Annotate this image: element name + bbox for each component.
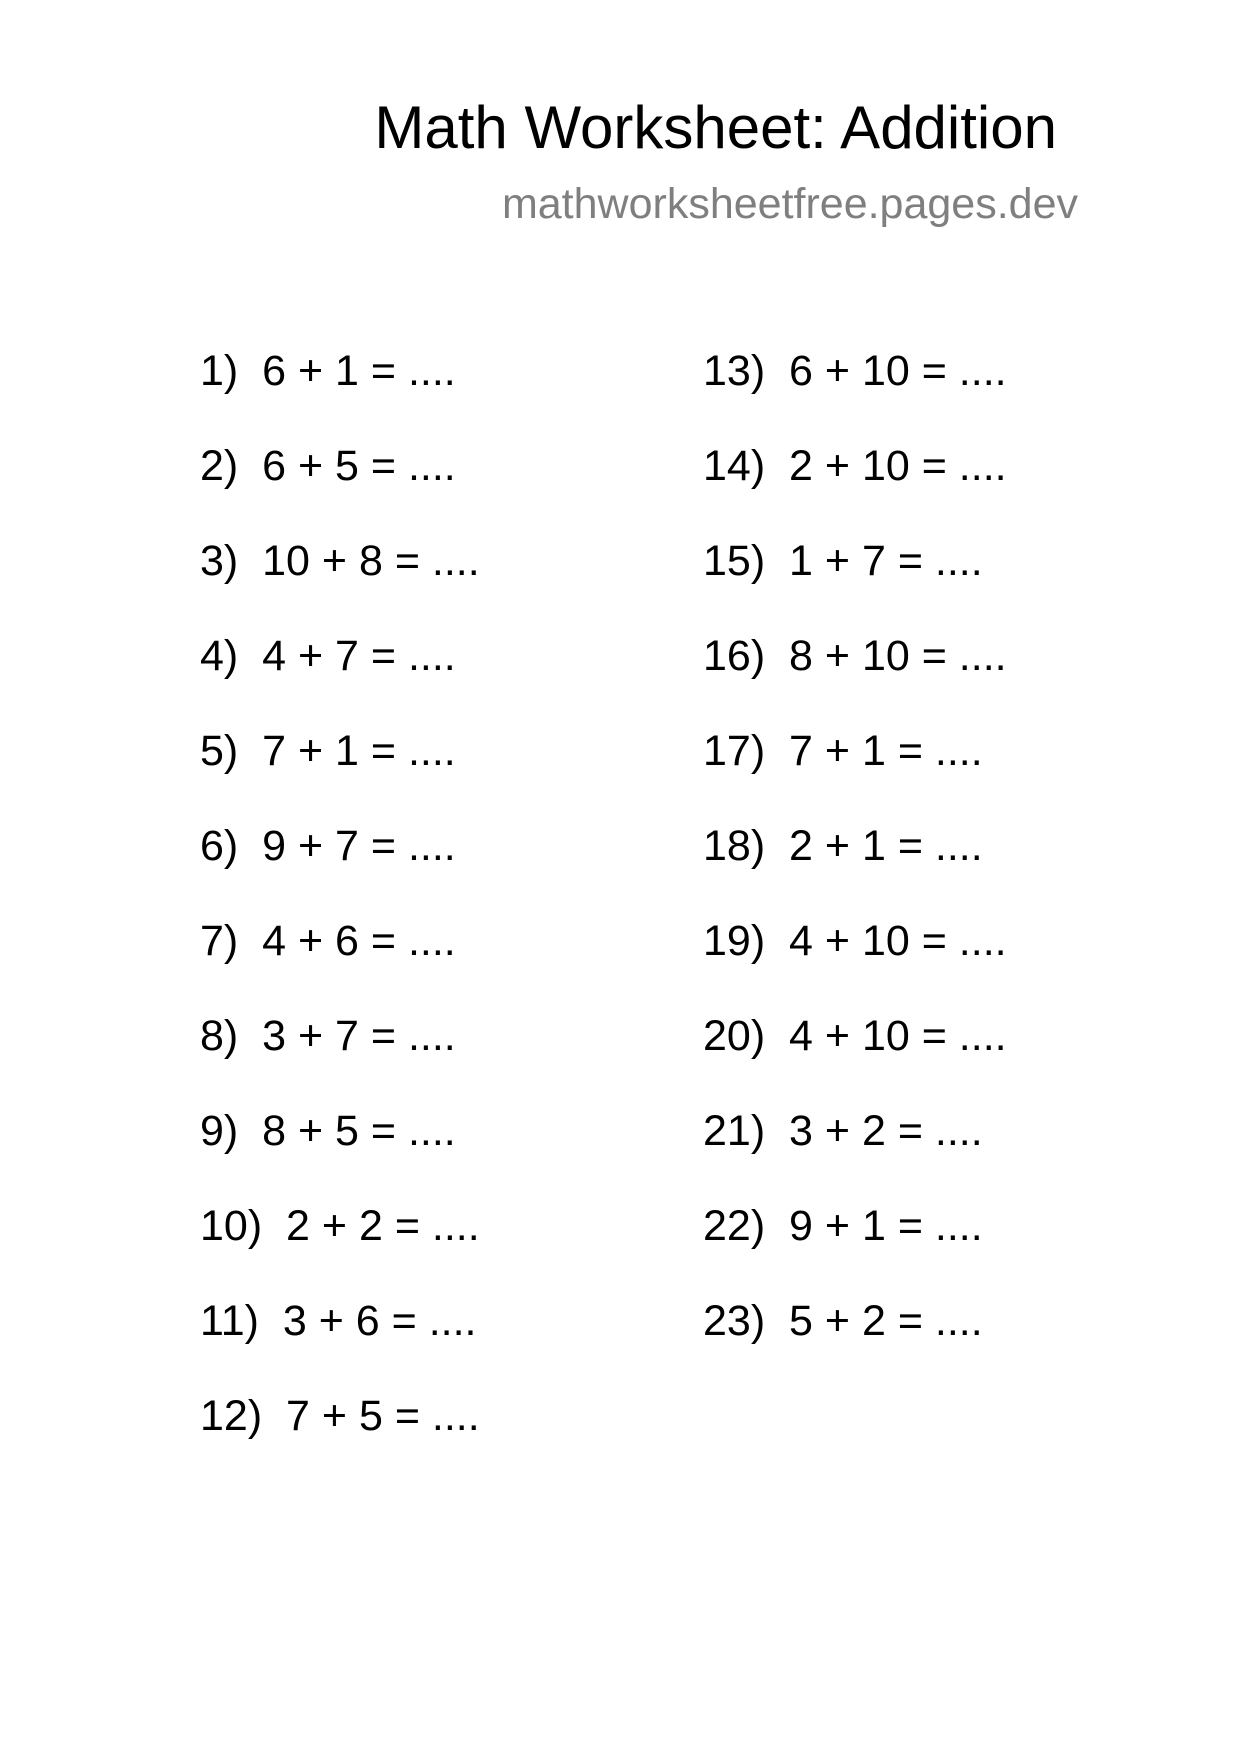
problem-11: 11) 3 + 6 = .... <box>200 1297 477 1345</box>
page-title: Math Worksheet: Addition <box>374 94 1057 161</box>
site-url: mathworksheetfree.pages.dev <box>501 180 1078 228</box>
problem-8: 8) 3 + 7 = .... <box>200 1012 456 1060</box>
problem-23: 23) 5 + 2 = .... <box>703 1297 983 1345</box>
problem-13: 13) 6 + 10 = .... <box>703 347 1007 395</box>
problems-column-left <box>200 347 620 1490</box>
problems-column-right <box>703 347 1123 1395</box>
problem-14: 14) 2 + 10 = .... <box>703 442 1007 490</box>
problem-15: 15) 1 + 7 = .... <box>703 537 983 585</box>
problem-6: 6) 9 + 7 = .... <box>200 822 456 870</box>
problem-12: 12) 7 + 5 = .... <box>200 1392 480 1440</box>
problem-16: 16) 8 + 10 = .... <box>703 632 1007 680</box>
problem-17: 17) 7 + 1 = .... <box>703 727 983 775</box>
problem-3: 3) 10 + 8 = .... <box>200 537 480 585</box>
problem-1: 1) 6 + 1 = .... <box>200 347 456 395</box>
problem-7: 7) 4 + 6 = .... <box>200 917 456 965</box>
problem-5: 5) 7 + 1 = .... <box>200 727 456 775</box>
problem-9: 9) 8 + 5 = .... <box>200 1107 456 1155</box>
problem-20: 20) 4 + 10 = .... <box>703 1012 1007 1060</box>
problem-2: 2) 6 + 5 = .... <box>200 442 456 490</box>
problem-18: 18) 2 + 1 = .... <box>703 822 983 870</box>
problem-19: 19) 4 + 10 = .... <box>703 917 1007 965</box>
problem-21: 21) 3 + 2 = .... <box>703 1107 983 1155</box>
problem-4: 4) 4 + 7 = .... <box>200 632 456 680</box>
problem-10: 10) 2 + 2 = .... <box>200 1202 480 1250</box>
problem-22: 22) 9 + 1 = .... <box>703 1202 983 1250</box>
